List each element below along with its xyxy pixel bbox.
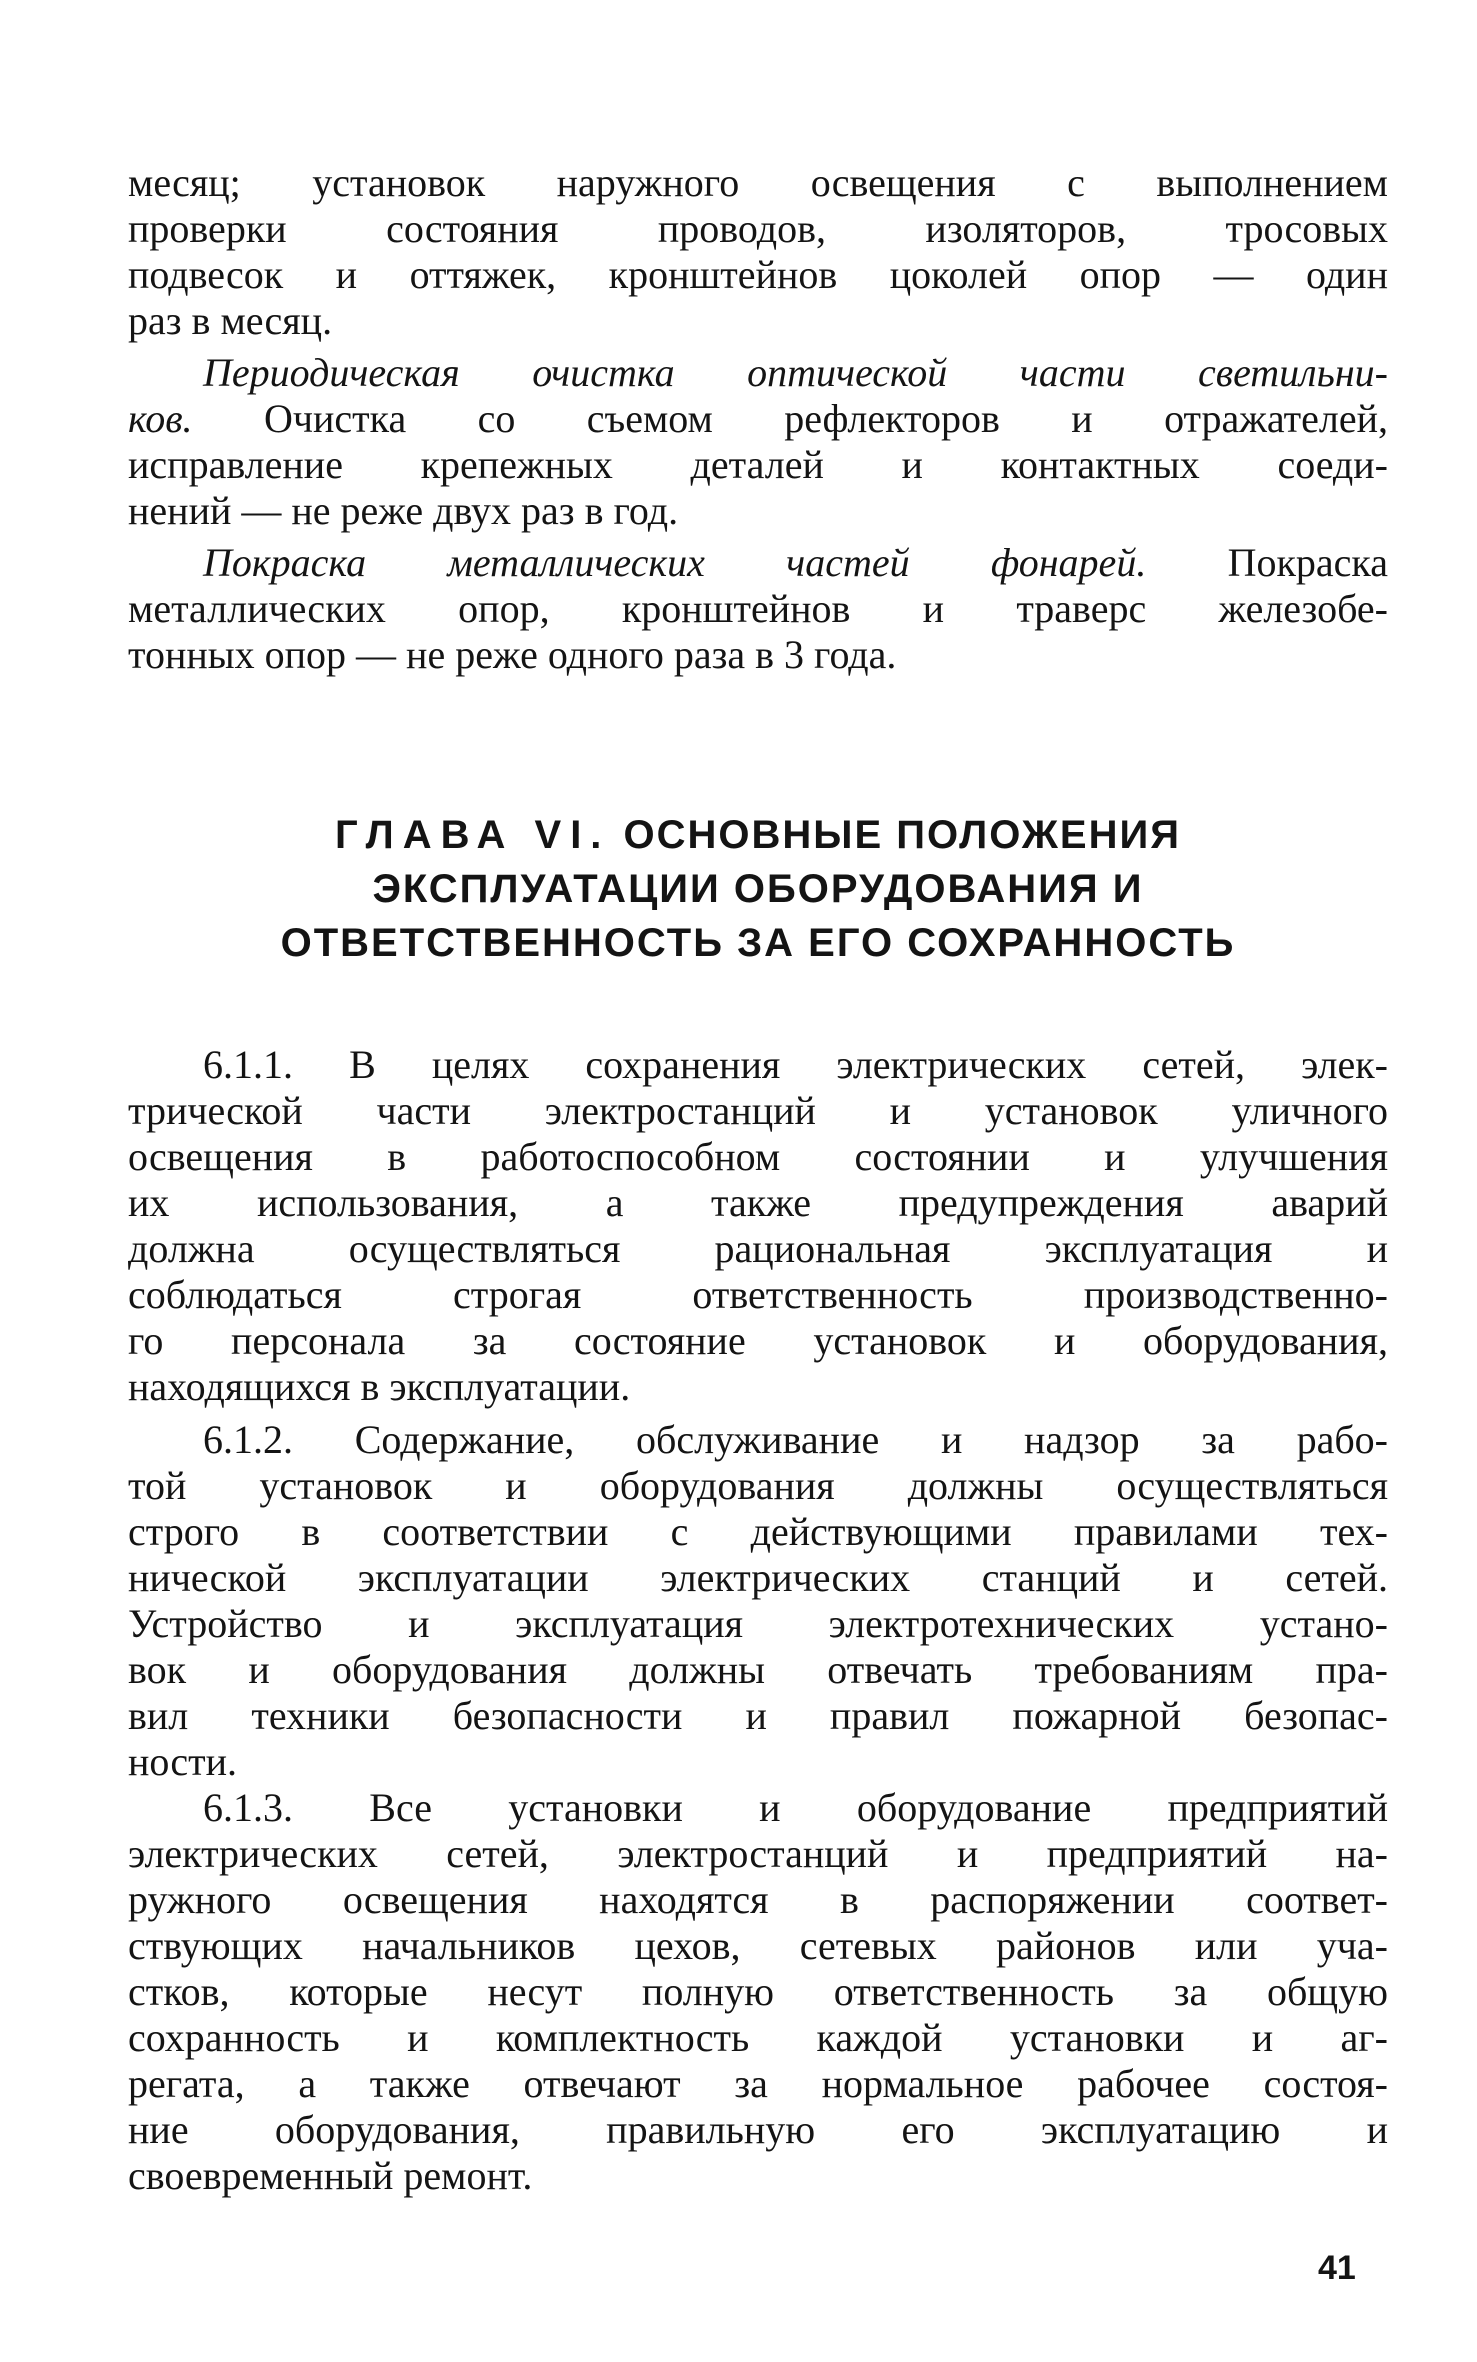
text-line: Устройство и эксплуатация электротехнических устано- bbox=[128, 1601, 1388, 1646]
text-line: вок и оборудования должны отвечать требованиям пра- bbox=[128, 1647, 1388, 1692]
text-line: своевременный ремонт. bbox=[128, 2153, 533, 2198]
cleaning-title-tail: ков. bbox=[128, 396, 193, 441]
text-line: тонных опор — не реже одного раза в 3 года. bbox=[128, 632, 897, 677]
section-6-1-1 bbox=[128, 1042, 1388, 1410]
chapter-heading bbox=[128, 808, 1388, 970]
text-line: ружного освещения находятся в распоряжении соответ- bbox=[128, 1877, 1388, 1922]
text-line: исправление крепежных деталей и контактных соеди- bbox=[128, 442, 1388, 487]
text-line: соблюдаться строгая ответственность производственно- bbox=[128, 1272, 1388, 1317]
text-line: го персонала за состояние установок и оборудования, bbox=[128, 1318, 1388, 1363]
painting-title: Покраска металлических частей фонарей. bbox=[203, 540, 1147, 585]
text-line: 6.1.2. Содержание, обслуживание и надзор за рабо- bbox=[203, 1417, 1388, 1462]
text-line: раз в месяц. bbox=[128, 298, 333, 343]
chapter-heading-line: ОТВЕТСТВЕННОСТЬ ЗА ЕГО СОХРАННОСТЬ bbox=[280, 921, 1236, 965]
text-line bbox=[128, 350, 1388, 396]
text-line: вил техники безопасности и правил пожарной безопас- bbox=[128, 1693, 1388, 1738]
text-line: освещения в работоспособном состоянии и улучшения bbox=[128, 1134, 1388, 1179]
text-line: сохранность и комплектность каждой установки и аг- bbox=[128, 2015, 1388, 2060]
text-line: ние оборудования, правильную его эксплуатацию и bbox=[128, 2107, 1388, 2152]
text-line: регата, а также отвечают за нормальное рабочее состоя- bbox=[128, 2061, 1388, 2106]
text-line bbox=[128, 540, 1388, 586]
text-line: той установок и оборудования должны осуществляться bbox=[128, 1463, 1388, 1508]
text-line: ности. bbox=[128, 1739, 238, 1784]
text-line: металлических опор, кронштейнов и траверс железобе- bbox=[128, 586, 1388, 631]
chapter-title-part: ОСНОВНЫЕ ПОЛОЖЕНИЯ bbox=[610, 813, 1181, 857]
section-6-1-3 bbox=[128, 1785, 1388, 2199]
text-line: нической эксплуатации электрических станций и сетей. bbox=[128, 1555, 1388, 1600]
text-line: нений — не реже двух раз в год. bbox=[128, 488, 679, 533]
text-line: стков, которые несут полную ответственность за общую bbox=[128, 1969, 1388, 2014]
chapter-label: ГЛАВА VI. bbox=[334, 813, 611, 857]
chapter-heading-line: ЭКСПЛУАТАЦИИ ОБОРУДОВАНИЯ И bbox=[372, 867, 1144, 911]
cleaning-text: Очистка со съемом рефлекторов и отражателей, bbox=[192, 396, 1388, 441]
painting-text: Покраска bbox=[1146, 540, 1388, 585]
page-number: 41 bbox=[1318, 2249, 1356, 2287]
painting-paragraph bbox=[128, 540, 1388, 678]
cleaning-title: Периодическая очистка оптической части светильни- bbox=[203, 350, 1388, 395]
text-line: находящихся в эксплуатации. bbox=[128, 1364, 631, 1409]
continuation-paragraph bbox=[128, 160, 1388, 344]
cleaning-paragraph bbox=[128, 350, 1388, 534]
text-line: трической части электростанций и установок уличного bbox=[128, 1088, 1388, 1133]
text-line: 6.1.1. В целях сохранения электрических сетей, элек- bbox=[203, 1042, 1388, 1087]
text-line: 6.1.3. Все установки и оборудование предприятий bbox=[203, 1785, 1388, 1830]
text-line: месяц; установок наружного освещения с выполнением bbox=[128, 160, 1388, 205]
text-line: строго в соответствии с действующими правилами тех- bbox=[128, 1509, 1388, 1554]
text-line: должна осуществляться рациональная эксплуатация и bbox=[128, 1226, 1388, 1271]
text-line: проверки состояния проводов, изоляторов, тросовых bbox=[128, 206, 1388, 251]
text-line: ствующих начальников цехов, сетевых районов или уча- bbox=[128, 1923, 1388, 1968]
text-line: электрических сетей, электростанций и предприятий на- bbox=[128, 1831, 1388, 1876]
chapter-heading-line bbox=[128, 808, 1388, 862]
text-line bbox=[128, 396, 1388, 442]
text-line: их использования, а также предупреждения аварий bbox=[128, 1180, 1388, 1225]
text-line: подвесок и оттяжек, кронштейнов цоколей опор — один bbox=[128, 252, 1388, 297]
section-6-1-2 bbox=[128, 1417, 1388, 1785]
